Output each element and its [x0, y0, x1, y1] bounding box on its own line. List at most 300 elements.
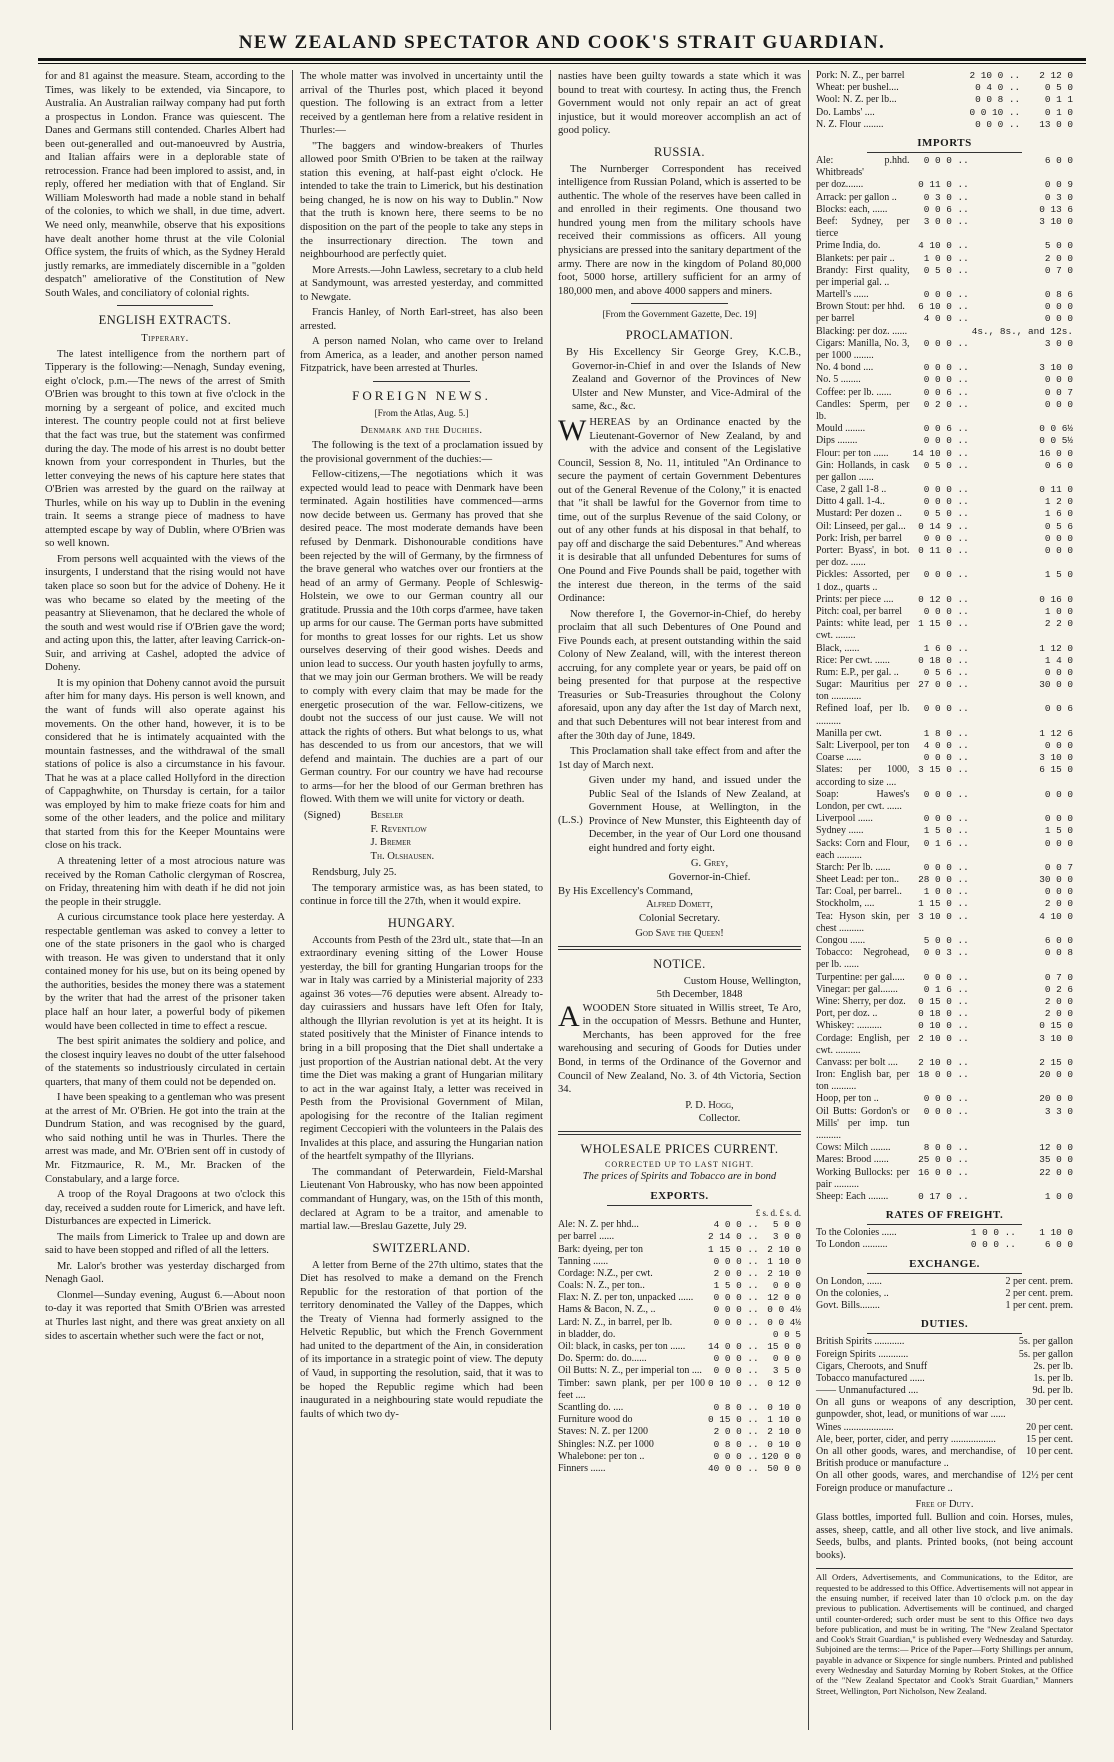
import-row	[816, 996, 1073, 1008]
value-cell: 1 5 0 ..	[923, 825, 969, 837]
import-row	[816, 752, 1073, 764]
duty-row	[816, 1422, 1073, 1434]
item-cell: Pitch: coal, per barrel	[816, 605, 903, 617]
value-cell: 27 0 0 ..	[918, 679, 969, 691]
item-cell: Flour: per ton ......	[816, 447, 889, 459]
import-row	[816, 1069, 1073, 1093]
item-cell: Wool: N. Z. per lb...	[816, 94, 897, 106]
value-cell: 3 10 0	[1039, 1032, 1073, 1044]
value-cell: 3 0 0 ..	[923, 215, 969, 227]
import-row	[816, 448, 1073, 460]
value-cell: 0 0 0 ..	[713, 1304, 759, 1316]
duties-title: DUTIES.	[920, 1318, 969, 1331]
value-cell: 2 2 0	[1044, 618, 1073, 630]
value-cell: 5 0 0 ..	[923, 935, 969, 947]
import-row	[816, 655, 1073, 667]
value-cell: 0 0 7	[1044, 861, 1073, 873]
paragraph: A curious circumstance took place here yesterday. A respectable gentleman was asked to convey a letter to one of the state prisoners in the gaol who is charged with treason. He was given to understand that it only contained money for his use, but on its being opened by the authorities, besides the money there was a statement by the writer that had the arrest of the prisoner taken place half an hour later, a powerful body of pikemen would have been collected in time to effect a rescue.	[45, 912, 285, 1032]
imports-table	[816, 155, 1073, 1203]
column-1	[38, 70, 292, 1730]
item-cell: Black, ......	[816, 642, 860, 654]
value-cell: 3 3 0	[1044, 1105, 1073, 1117]
item-cell: Stockholm, ....	[816, 898, 875, 910]
item-cell: Wheat: per bushel....	[816, 82, 899, 94]
value-cell: 20 0 0	[1039, 1069, 1073, 1081]
item-cell: Foreign Spirits ............	[816, 1348, 909, 1360]
import-row	[816, 240, 1073, 252]
import-row	[816, 1093, 1073, 1105]
value-cell: 120 0 0	[761, 1450, 801, 1462]
export-row	[558, 1414, 801, 1426]
value-cell: 0 10 0	[767, 1401, 801, 1413]
value-cell: 3 5 0	[772, 1365, 801, 1377]
item-cell: per barrel ......	[558, 1231, 615, 1243]
value-cell: 15 per cent.	[1026, 1433, 1073, 1445]
seal-label: (L.S.)	[558, 815, 583, 827]
item-cell: Rice: Per cwt. ......	[816, 654, 890, 666]
item-cell: Tea: Hyson skin, per chest ..........	[816, 910, 910, 934]
item-cell: Dips ........	[816, 435, 858, 447]
item-cell: Cows: Milch ........	[816, 1142, 891, 1154]
import-row	[816, 435, 1073, 447]
item-cell: Ale: p.hhd. Whitbreads'	[816, 155, 910, 179]
divider	[117, 305, 213, 306]
corrected-note: CORRECTED UP TO LAST NIGHT.	[604, 1159, 754, 1169]
drop-cap: A	[558, 999, 580, 1033]
value-cell: 5 0 0	[1044, 240, 1073, 252]
item-cell: Blankets: per pair ..	[816, 252, 895, 264]
signature-block	[304, 809, 543, 864]
value-cell: 2 10 0 ..	[969, 70, 1021, 81]
item-cell: Canvass: per bolt ....	[816, 1056, 898, 1068]
value-cell: 2 10 0 ..	[918, 1056, 969, 1068]
section-heading-english-extracts: ENGLISH EXTRACTS.	[98, 313, 232, 328]
value-cell	[909, 326, 968, 338]
import-row	[816, 387, 1073, 399]
value-cell: 0 0 0 ..	[923, 362, 969, 374]
export-row	[558, 1292, 801, 1304]
paragraph: A letter from Berne of the 27th ultimo, states that the Diet has resolved to make a demand on the French Republic for the restoration of that portion of the territory denominated the Valley of the Dappes, which the Treaty of Vienna had formerly assigned to the Helvetic Republic, but which the French Government had united to the department of the Ain, in consideration of its importance in a strategic point of view. The deputy of Vaud, in supporting the resolution, said, that it was to be hoped the Republic regime which had been inaugurated in a neighbouring state would repudiate the faults of which two dy-	[300, 1259, 543, 1420]
value-cell: 0 5 0 ..	[923, 264, 969, 276]
export-row	[558, 1304, 801, 1316]
governor-signature: G. Grey,	[690, 858, 729, 870]
value-cell: 14 0 0 ..	[707, 1341, 759, 1353]
value-cell: 0 0 5½	[1039, 435, 1073, 447]
value-cell: 0 0 0 ..	[923, 435, 969, 447]
duty-row	[816, 1446, 1073, 1470]
value-cell: 0 10 0	[767, 1438, 801, 1450]
paragraph: A threatening letter of a most atrocious nature was received by the Roman Catholic clergyman of Roscrea, on Friday, threatening him with death if he did not join the people in their struggle.	[45, 855, 285, 908]
value-cell: 0 0 0	[1044, 301, 1073, 313]
item-cell: British Spirits ............	[816, 1336, 905, 1348]
item-cell: Furniture wood do	[558, 1414, 633, 1426]
masthead: NEW ZEALAND SPECTATOR AND COOK'S STRAIT GUARDIAN.	[238, 32, 886, 53]
value-cell: 0 10 0 ..	[707, 1377, 759, 1389]
value-cell: 2 0 0	[1044, 898, 1073, 910]
item-cell: Cigars, Cheroots, and Snuff	[816, 1360, 928, 1372]
item-cell: Blocks: each, ......	[816, 203, 888, 215]
value-cell: 0 0 3 ..	[923, 947, 969, 959]
value-cell: 1 4 0	[1044, 654, 1073, 666]
import-row	[816, 1142, 1073, 1154]
value-cell: 0 14 9 ..	[918, 520, 969, 532]
exchange-table	[816, 1276, 1073, 1313]
item-cell: Refined loaf, per lb. ..........	[816, 703, 910, 727]
item-cell: To the Colonies ......	[816, 1227, 897, 1239]
column-2	[292, 70, 550, 1730]
value-cell: 0 11 0 ..	[918, 545, 969, 557]
export-row	[558, 1439, 801, 1451]
paragraph: The whole matter was involved in uncertainty until the arrival of the Thurles post, which placed it beyond question. The following is an extract from a letter received by a gentleman here from a relative resident in Thurles:—	[300, 71, 543, 137]
item-cell: Arrack: per gallon ..	[816, 191, 897, 203]
item-cell: Martell's ......	[816, 289, 869, 301]
exports-title: EXPORTS.	[650, 1189, 709, 1202]
value-cell: 0 0 9	[1044, 179, 1073, 191]
paragraph: A person named Nolan, who came over to Ireland from America, as a leader, and another person named Fitzpatrick, have been arrested at Thurles.	[300, 336, 543, 375]
value-cell: 0 0 0	[1044, 532, 1073, 544]
item-cell: Do. Sperm: do. do......	[558, 1353, 647, 1365]
import-row	[816, 606, 1073, 618]
value-cell: 3 15 0 ..	[918, 764, 969, 776]
value-cell: 0 0 6	[1044, 703, 1073, 715]
item-cell: Congou ......	[816, 935, 866, 947]
import-row	[816, 1106, 1073, 1143]
item-cell: Flax: N. Z. per ton, unpacked ......	[558, 1292, 694, 1304]
export-row	[558, 1353, 801, 1365]
import-row	[816, 874, 1073, 886]
value-cell: 3 0 0	[1044, 337, 1073, 349]
value-cell: 0 0 0	[1044, 740, 1073, 752]
import-row	[816, 533, 1073, 545]
value-cell: 1 6 0 ..	[923, 642, 969, 654]
export-row	[816, 70, 1073, 82]
item-cell: Oil: black, in casks, per ton ......	[558, 1341, 686, 1353]
value-cell: 0 1 0	[1044, 106, 1073, 118]
imports-heading	[816, 136, 1073, 153]
proclamation-byline: By His Excellency Sir George Grey, K.C.B., Governor-in-Chief in and over the Islands of New Zealand and Governor of the Provinces of New Ulster and New Munster, and Vice-Admiral of the same, &c., &c.	[566, 347, 801, 413]
duties-table	[816, 1336, 1073, 1494]
imports-title: IMPORTS	[917, 136, 972, 149]
item-cell: Prime India, do.	[816, 240, 881, 252]
paragraph: Accounts from Pesth of the 23rd ult., state that—In an extraordinary evening sitting of the Lower House yesterday, the bill for granting Hungarian troops for the war in Italy was carried by a Ministerial majority of 233 against 36 votes—76 deputies were absent. Already to-day cuirassiers and hussars have left Ofen for Italy, although the Illyrian revolution is yet at its height. It is stated positively that the Minister of Finance intends to bring in a bill proposing that the Diet shall undertake a just proportion of the Austrian national debt. At the very time the Diet was making a grant of Hungarian military to act in the war against Italy, a letter was received in Pesth from the Provisional Government of Milan, apologising for the recontre of the Italian regiment regiment Ceccopieri with the volunteers in the Palais des Invalides at this place, and assuring the Hungarian nation of the heartfelt sympathy of the Illyrians.	[300, 934, 543, 1163]
value-cell: 0 0 8 ..	[975, 94, 1021, 106]
import-row	[816, 484, 1073, 496]
given-text: Given under my hand, and issued under the Public Seal of the Islands of New Zealand, at Government House, at Wellington, in the Province of New Munster, this Eighteenth day of December, in the year of Our Lord one thousand eight hundred and forty eight.	[588, 775, 801, 854]
value-cell: 2s. per lb.	[1033, 1360, 1073, 1372]
value-cell: 1 2 0	[1044, 496, 1073, 508]
notice-signature: P. D. Hogg,	[685, 1099, 734, 1111]
value-cell: 28 0 0 ..	[918, 874, 969, 886]
import-row	[816, 667, 1073, 679]
value-cell: 2 0 0 ..	[713, 1426, 759, 1438]
paragraph: Fellow-citizens,—The negotiations which it was expected would lead to peace with Denmark have been terminated. Again hostilities have commenced—arms now decide between us. Germany has proved that she desired peace. The most moderate demands have been refused by Denmark. Dishonourable conditions have been rejected by the will of Germany, by the firmness of the brave general who watches over our frontiers at the head of an army of Germany. People of Schleswig-Holstein, we owe to our German country all our gratitude. Prussia and the 10th corps d'armee, have taken up arms for our cause. The German ports have submitted for months to great losses for our rights. Let us show ourselves deserving of their good wishes. Deeds and union lead to success. Our youth hasten joyfully to arms, that we may join our German brothers. We will be ready to comply with every claim that may be made for the energetic prosecution of the war. Fellow-citizens, we doubt not the success of our just cause. We will not attack the rights of others. But what belongs to us, what has descended to us from our ancestors, that we will defend and maintain. The duchies are a part of our German country. For our country we have had recourse to arms—for her the blood of our German brethren has flowed. With them we will unite for victory or death.	[300, 469, 543, 806]
item-cell: Tobacco manufactured ......	[816, 1372, 925, 1384]
subheading-denmark: Denmark and the Duchies.	[360, 424, 483, 436]
signer: F. Reventlow	[370, 823, 427, 835]
value-cell: 6 0 0	[1044, 155, 1073, 167]
god-save-queen: God Save the Queen!	[635, 928, 724, 940]
item-cell: Ale, beer, porter, cider, and perry ..................	[816, 1433, 996, 1445]
value-cell: 0 15 0 ..	[918, 995, 969, 1007]
value-cell: 0 0 6½	[1039, 423, 1073, 435]
value-cell: 6 10 0 ..	[918, 301, 969, 313]
item-cell: Finners ......	[558, 1462, 606, 1474]
freight-row	[816, 1239, 1073, 1251]
value-cell: 0 0 0 ..	[923, 337, 969, 349]
value-cell: 12½ per cent	[1021, 1470, 1073, 1482]
import-row	[816, 703, 1073, 727]
value-cell: 22 0 0	[1039, 1166, 1073, 1178]
value-cell: 0 0 10 ..	[969, 106, 1021, 118]
value-cell: 2 10 0 ..	[918, 1032, 969, 1044]
notice-body	[558, 999, 801, 1097]
value-cell: 4 0 0 ..	[923, 313, 969, 325]
paragraph: The temporary armistice was, as has been stated, to continue in force till the 27th, when it would expire.	[300, 882, 543, 908]
value-cell: 1 15 0 ..	[707, 1243, 759, 1255]
value-cell: 0 0 7	[1044, 386, 1073, 398]
import-row	[816, 740, 1073, 752]
divider	[373, 381, 470, 382]
import-row	[816, 289, 1073, 301]
import-row	[816, 825, 1073, 837]
value-cell: 0 0 0 ..	[923, 484, 969, 496]
import-row	[816, 1020, 1073, 1032]
value-cell: 0 13 6	[1039, 203, 1073, 215]
value-cell: 30 0 0	[1039, 679, 1073, 691]
import-row	[816, 545, 1073, 569]
item-cell: Hams & Bacon, N. Z., ..	[558, 1304, 656, 1316]
duty-row	[816, 1336, 1073, 1348]
item-cell: Wine: Sherry, per doz.	[816, 995, 906, 1007]
value-cell: 2 15 0	[1039, 1056, 1073, 1068]
value-cell: 0 0 0 ..	[923, 861, 969, 873]
import-row	[816, 728, 1073, 740]
paragraph: Mr. Lalor's brother was yesterday discharged from Nenagh Gaol.	[45, 1260, 285, 1286]
import-row	[816, 898, 1073, 910]
secretary-title: Colonial Secretary.	[638, 912, 721, 924]
value-cell: 2 10 0	[767, 1426, 801, 1438]
item-cell: Whiskey: ..........	[816, 1020, 882, 1032]
signers	[370, 809, 434, 864]
item-cell: Cordage: N.Z., per cwt.	[558, 1267, 653, 1279]
value-cell: 1 5 0	[1044, 825, 1073, 837]
value-cell: 2 14 0 ..	[707, 1231, 759, 1243]
export-row	[558, 1244, 801, 1256]
value-cell: 16 0 0 ..	[918, 1166, 969, 1178]
value-cell: 4 10 0 ..	[918, 240, 969, 252]
free-of-duty-list: Glass bottles, imported full. Bullion and coin. Horses, mules, asses, sheep, cattle, and all other live stock, and live animals. Seeds, bulbs, and plants. Printed books, (not being account books).	[816, 1512, 1073, 1561]
value-cell: 0 0 0 ..	[923, 289, 969, 301]
secretary-signature: Alfred Domett,	[646, 899, 713, 911]
item-cell: Govt. Bills........	[816, 1300, 880, 1312]
section-heading-russia: RUSSIA.	[653, 144, 706, 159]
item-cell: On all guns or weapons of any description, gunpowder, shot, lead, or munitions of war ......	[816, 1397, 1016, 1421]
value-cell: 3 10 0	[1039, 752, 1073, 764]
value-cell: 6 0 0	[1044, 1239, 1073, 1251]
item-cell: Soap: Hawes's London, per cwt. ......	[816, 788, 910, 812]
item-cell: Sheep: Each ........	[816, 1190, 889, 1202]
value-cell: 3 10 0 ..	[918, 910, 969, 922]
value-cell: 2 per cent. prem.	[1005, 1275, 1073, 1287]
exchange-title: EXCHANGE.	[909, 1257, 980, 1270]
import-row	[816, 886, 1073, 898]
item-cell: Iron: English bar, per ton ..........	[816, 1069, 910, 1093]
import-row	[816, 789, 1073, 813]
duty-row	[816, 1385, 1073, 1397]
paragraph: "The baggers and window-breakers of Thurles allowed poor Smith O'Brien to be taken at the railway station this evening, at half-past eight o'clock. He intended to take the train to Limerick, but his destination being changed, he is now on his way to Dublin." Now that the truth is known here, there seems to be no disposition on the part of the people to take any steps in the insurrectionary direction. The town and neighbourhood are perfectly quiet.	[300, 140, 543, 261]
value-cell: 0 7 0	[1044, 971, 1073, 983]
value-cell: 3 0 0	[772, 1231, 801, 1243]
item-cell: On the colonies, ..	[816, 1287, 889, 1299]
item-cell: Mould ........	[816, 423, 866, 435]
item-cell: per barrel	[816, 313, 855, 325]
value-cell: 1 0 0	[1044, 1190, 1073, 1202]
paragraph: The latest intelligence from the northern part of Tipperary is the following:—Nenagh, Sunday evening, eight o'clock, p.m.—The news of the arrest of Smith O'Brien was brought to this town at five o'clock in the morning by a sergeant of police, and excited much interest. The country people could not at first believe that the fact was true, but the statement was confirmed during the day. The mode of his arrest is no doubt better known from your correspondent in Thurles, but the letter conveying the news of his capture here states that O'Brien was arrested by the guard on the railway at Thurles, while on his way up to Dublin in the evening train. It seems a strange piece of madness to have attempted escape by way of Dublin, where O'Brien was so well known.	[45, 348, 285, 550]
value-cell: 35 0 0	[1039, 1154, 1073, 1166]
divider	[558, 1131, 801, 1135]
value-cell: 4 0 0 ..	[923, 740, 969, 752]
item-cell: Coals: N. Z., per ton..	[558, 1280, 645, 1292]
proclamation-text: HEREAS by an Ordinance enacted by the Lieutenant-Governor of New Zealand, by and with the advice and consent of the Legislative Council, Session 8, No. 11, intituled "An Ordinance to secure the payment of certain Government Debentures out of the General Revenue of the Colony," it is enacted that "it shall be lawful for the Governor from time to time, out of the surplus Revenue of the said Colony, or out of any other funds at his disposal in that behalf, to pay off and discharge the said Debentures." And whereas it is desirable that all unfunded Debentures for sums of One Pound and Five Pounds shall be paid, together with the interest due thereon, in the terms of the said Ordinance:	[558, 416, 801, 605]
value-cell: 0 8 6	[1044, 289, 1073, 301]
value-cell: 12 0 0	[1039, 1142, 1073, 1154]
import-row	[816, 216, 1073, 240]
notice-signature-title: Collector.	[698, 1113, 741, 1125]
item-cell: Timber: sawn plank, per per 100 feet ....	[558, 1377, 705, 1401]
item-cell: No. 4 bond ....	[816, 362, 874, 374]
item-cell: No. 5 ........	[816, 374, 861, 386]
item-cell: Manilla per cwt.	[816, 727, 882, 739]
value-cell: 1 10 0	[767, 1414, 801, 1426]
duty-row	[816, 1373, 1073, 1385]
value-cell: 0 0 0 ..	[713, 1353, 759, 1365]
import-row	[816, 1057, 1073, 1069]
export-row	[558, 1256, 801, 1268]
import-row	[816, 764, 1073, 788]
duty-row	[816, 1397, 1073, 1421]
value-cell: 2 0 0	[1044, 1008, 1073, 1020]
item-cell: Oil Butts: Gordon's or Mills' per imp. tun ..........	[816, 1105, 910, 1142]
item-cell: Cigars: Manilla, No. 3, per 1000 ........	[816, 337, 910, 362]
export-row	[558, 1451, 801, 1463]
item-cell: Oil Butts: N. Z., per imperial ton ....	[558, 1365, 702, 1377]
signed-label: (Signed)	[304, 809, 341, 821]
item-cell: Beef: Sydney, per tierce	[816, 215, 910, 240]
duty-row	[816, 1434, 1073, 1446]
value-cell: 0 0 0 ..	[923, 374, 969, 386]
value-cell: 0 0 4½	[767, 1316, 801, 1328]
value-cell: 0 0 6 ..	[923, 423, 969, 435]
import-row	[816, 362, 1073, 374]
item-cell: Tar: Coal, per barrel..	[816, 886, 902, 898]
value-cell: 18 0 0 ..	[918, 1069, 969, 1081]
duty-row	[816, 1361, 1073, 1373]
value-cell	[705, 1329, 759, 1341]
value-cell: 0 0 0	[1044, 886, 1073, 898]
notice-text: WOODEN Store situated in Willis street, Te Aro, in the occupation of Messrs. Bethune and Hunter, Merchants, has been approved for the free warehousing and securing of Goods for Duties under Bond, in terms of the Ordinance of the Governor and Council of New Zealand, No. 3. of 4th Victoria, Section 34.	[558, 1002, 801, 1096]
value-cell: 1 0 0 ..	[923, 252, 969, 264]
item-cell: Rum: E.P., per gal. ..	[816, 666, 899, 678]
value-cell: 1 12 6	[1039, 727, 1073, 739]
export-row	[558, 1365, 801, 1377]
value-cell: 9d. per lb.	[1032, 1385, 1073, 1397]
item-cell: Staves: N. Z. per 1200	[558, 1426, 648, 1438]
value-cell: 30 0 0	[1039, 874, 1073, 886]
value-cell: 0 7 0	[1044, 264, 1073, 276]
masthead-rule	[38, 58, 1086, 64]
value-cell: 0 0 0 ..	[713, 1255, 759, 1267]
import-row	[816, 399, 1073, 423]
import-row	[816, 862, 1073, 874]
value-cell: 1 per cent. prem.	[1005, 1300, 1073, 1312]
value-cell: 20 0 0	[1039, 1093, 1073, 1105]
paragraph: It is my opinion that Doheny cannot avoid the pursuit after him for many days. His person is well known, and the want of funds will also operate against his movements. On the other hand, however, it is to be considered that he is intimately acquainted with the mountain fastnesses, and the withdrawal of the small stations of police is also a circumstance in his favour. That he was at a place called Hollyford in the direction of Cappaghwhite, on Thursday is certain, for a tailor was employed by him to make frieze coats for him and some of the other leaders, and the police and military that started from this for the Keeper Mountains were close on his track.	[45, 677, 285, 852]
value-cell: 0 0 0 ..	[923, 788, 969, 800]
value-cell: 0 0 6 ..	[923, 203, 969, 215]
value-cell: 0 0 6 ..	[923, 386, 969, 398]
item-cell: Vinegar: per gal.......	[816, 983, 898, 995]
value-cell: 0 17 0 ..	[918, 1190, 969, 1202]
item-cell: Paints: white lead, per cwt. ........	[816, 618, 910, 642]
value-cell: 2 0 0	[1044, 252, 1073, 264]
item-cell: Cordage: English, per cwt. ..........	[816, 1032, 910, 1056]
paragraph: Clonmel—Sunday evening, August 6.—About noon to-day it was reported that Smith O'Brien was arrested at Thurles last night, and there was great anxiety on all sides to ascertain whether such were the fact or not,	[45, 1289, 285, 1342]
subheading-tipperary: Tipperary.	[141, 333, 189, 345]
item-cell: Turpentine: per gal.....	[816, 971, 905, 983]
paragraph: The following is the text of a proclamation issued by the provisional government of the duchies:—	[300, 440, 543, 465]
section-heading-switzerland: SWITZERLAND.	[372, 1240, 471, 1255]
item-cell: Pork: Irish, per barrel	[816, 532, 903, 544]
value-cell: 0 0 0 ..	[923, 813, 969, 825]
divider	[558, 946, 801, 950]
item-cell: Tobacco: Negrohead, per lb. ......	[816, 947, 910, 971]
export-row	[558, 1341, 801, 1353]
value-cell: 0 5 0	[1044, 82, 1073, 94]
item-cell: Coarse ......	[816, 752, 862, 764]
section-heading-proclamation: PROCLAMATION.	[625, 328, 734, 343]
value-cell: 6 0 0	[1044, 935, 1073, 947]
import-row	[816, 911, 1073, 935]
currency-header: £ s. d. £ s. d.	[755, 1207, 801, 1218]
paragraph: This Proclamation shall take effect from and after the 1st day of March next.	[558, 746, 801, 771]
divider	[631, 303, 728, 304]
paragraph: nasties have been guilty towards a state which it was bound to treat with courtesy. In acting thus, the French Government would not only repair an act of great injustice, but it would moreover accomplish an act of good policy.	[558, 71, 801, 137]
publication-notice: All Orders, Advertisements, and Communications, to the Editor, are requested to be addressed to this Office. Advertisements will not appear in the ensuing number, if received later than 10 o'clock p.m. on the day previous to publication. Advertisements will be continued, and charged until counter-ordered; such order must be sent to this Office two days before publication, and must be in writing. The "New Zealand Spectator and Cook's Strait Guardian," is published every Wednesday and Saturday. Subjoined are the terms:— Price of the Paper—Forty Shillings per annum, payable in advance or Sixpence for single numbers. Printed and published every Wednesday and Saturday Morning by Robert Stokes, at the Office of the "New Zealand Spectator and Cook's Strait Guardian," Manners Street, Wellington, Port Nicholson, New Zealand.	[816, 1568, 1073, 1696]
value-cell: 5 0 0	[772, 1219, 801, 1231]
value-cell: 0 0 0	[772, 1353, 801, 1365]
item-cell: Sheet Lead: per ton..	[816, 874, 900, 886]
item-cell: Do. Lambs' ....	[816, 106, 875, 118]
item-cell: Liverpool ......	[816, 813, 873, 825]
value-cell: 25 0 0 ..	[918, 1154, 969, 1166]
value-cell: 0 12 0	[767, 1377, 801, 1389]
item-cell: Tanning ......	[558, 1255, 609, 1267]
value-cell: 0 0 8	[1044, 947, 1073, 959]
exchange-row	[816, 1276, 1073, 1288]
freight-heading	[816, 1208, 1073, 1225]
value-cell: 0 0 0	[1044, 666, 1073, 678]
export-row	[558, 1219, 801, 1231]
value-cell: 0 0 0	[1044, 398, 1073, 410]
value-cell: 0 0 0 ..	[923, 532, 969, 544]
value-cell: 0 2 0 ..	[923, 398, 969, 410]
export-row	[816, 119, 1073, 131]
value-cell: 0 1 6 ..	[923, 983, 969, 995]
value-cell: 1 10 0	[1039, 1227, 1073, 1239]
value-cell: 0 0 0 ..	[923, 703, 969, 715]
value-cell: 16 0 0	[1039, 447, 1073, 459]
item-cell: Ale: N. Z. per hhd...	[558, 1219, 639, 1231]
